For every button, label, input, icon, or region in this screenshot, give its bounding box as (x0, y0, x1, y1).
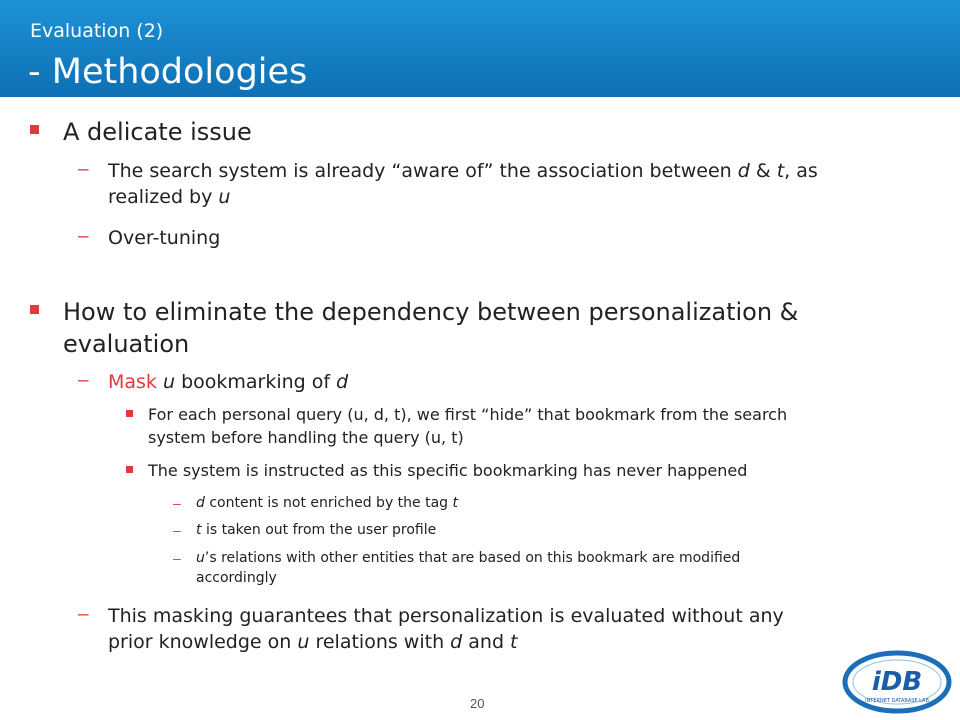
var-d: d (737, 160, 750, 182)
sub-sub-bullet-hide-line2: system before handling the query (u, t) (148, 428, 464, 447)
var-u: u (162, 371, 176, 393)
slide-pretitle: Evaluation (2) (30, 20, 164, 42)
sub-sub-bullet-instructed: The system is instructed as this specific bookmarking has never happened (148, 461, 748, 480)
text-fragment: relations with (309, 631, 451, 653)
var-t: t (452, 495, 459, 511)
dash-bullet-icon: – (78, 159, 89, 180)
text-fragment: , as (784, 160, 818, 182)
text-fragment: realized by (108, 186, 219, 208)
sub-bullet-over-tuning: Over-tuning (108, 227, 221, 249)
logo-text: iDB (871, 667, 923, 697)
square-bullet-icon (30, 305, 39, 314)
square-bullet-icon (126, 410, 133, 417)
dash-bullet-icon: – (173, 495, 181, 511)
text-fragment: The search system is already “aware of” the association between (108, 160, 738, 182)
logo-subtext: INTERNET DATABASE LAB (865, 698, 929, 704)
sub-bullet-mask (108, 370, 348, 394)
idb-logo (842, 650, 952, 714)
text-fragment: prior knowledge on (108, 631, 298, 653)
var-t: t (776, 160, 785, 182)
text-fragment: bookmarking of (175, 371, 337, 393)
text-fragment: is taken out from the user profile (201, 522, 437, 538)
dash-bullet-icon: – (173, 550, 181, 566)
page-number: 20 (470, 696, 485, 711)
var-d: d (196, 495, 205, 511)
square-bullet-icon (30, 125, 39, 134)
sub-sub-bullet-hide: For each personal query (u, d, t), we first “hide” that bookmark from the search (148, 405, 788, 424)
level4-bullet-profile (196, 521, 436, 540)
text-fragment: ’s relations with other entities that are based on this bookmark are modified (204, 550, 741, 566)
bullet-a-delicate-issue: A delicate issue (63, 118, 252, 146)
var-u: u (218, 186, 231, 208)
var-t: t (510, 631, 518, 653)
level4-bullet-relations (196, 549, 740, 568)
var-t: t (196, 522, 202, 538)
level4-bullet-content (196, 494, 458, 513)
text-fragment: and (462, 631, 511, 653)
dash-bullet-icon: – (78, 604, 89, 625)
sub-bullet-masking-guarantees-line2 (108, 630, 518, 654)
dash-bullet-icon: – (78, 226, 89, 247)
bullet-how-to-eliminate-line2: evaluation (63, 330, 190, 358)
sub-bullet-masking-guarantees: This masking guarantees that personalization is evaluated without any (108, 605, 784, 627)
bullet-how-to-eliminate: How to eliminate the dependency between personalization & (63, 298, 799, 326)
var-u: u (297, 631, 310, 653)
var-d: d (450, 631, 463, 653)
var-d: d (336, 371, 349, 393)
text-fragment-highlight: Mask (108, 371, 163, 393)
var-u: u (196, 550, 205, 566)
slide-title: - Methodologies (28, 52, 308, 92)
text-fragment: content is not enriched by the tag (204, 495, 453, 511)
level4-bullet-relations-line2: accordingly (196, 570, 277, 586)
dash-bullet-icon: – (173, 522, 181, 538)
square-bullet-icon (126, 466, 133, 473)
sub-bullet-aware (108, 159, 818, 183)
sub-bullet-aware-line2 (108, 185, 230, 209)
dash-bullet-icon: – (78, 370, 89, 391)
text-fragment: & (749, 160, 777, 182)
